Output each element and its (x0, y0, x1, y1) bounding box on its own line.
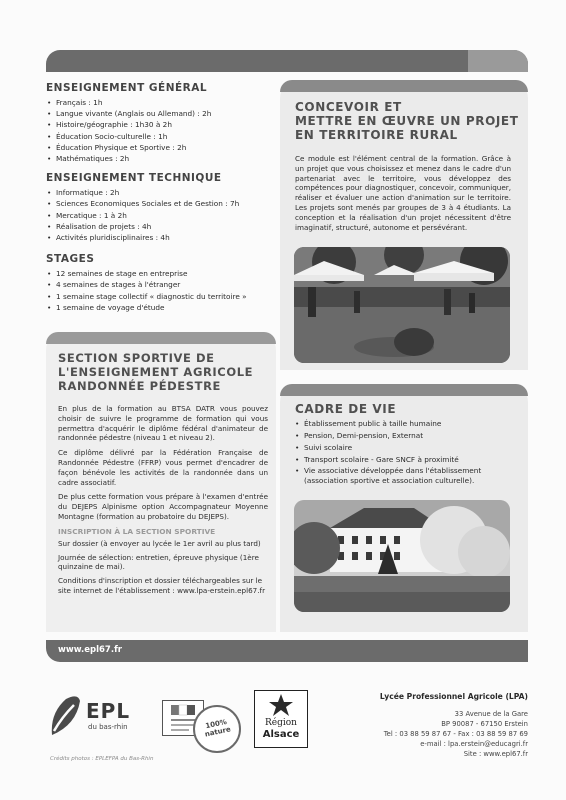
address-line: BP 90087 - 67150 Erstein (441, 720, 528, 728)
inscription-title: INSCRIPTION À LA SECTION SPORTIVE (58, 526, 216, 536)
curriculum-column (46, 82, 284, 313)
paragraph: Conditions d'inscription et dossier téléchargeables sur le site internet de l'établissement : www.lpa-erstein.epl67.fr (58, 576, 266, 595)
title-line: SECTION SPORTIVE DE (58, 351, 215, 365)
paragraph: Journée de sélection: entretien, épreuve physique (1ère quinzaine de mai). (58, 552, 259, 572)
list-item: • Vie associative développée dans l'établissement (association sportive et association culturelle). (294, 466, 512, 486)
sportive-panel-tab (46, 332, 276, 344)
list-item: • Réalisation de projets : 4h (46, 221, 284, 232)
list-item: • Langue vivante (Anglais ou Allemand) : 2h (46, 108, 284, 119)
list-item: • Éducation Physique et Sportive : 2h (46, 142, 284, 153)
technique-title: ENSEIGNEMENT TECHNIQUE (46, 172, 222, 185)
technique-list (46, 187, 284, 243)
title-line: METTRE EN ŒUVRE UN PROJET (295, 114, 519, 128)
cadre-list (294, 418, 512, 486)
alsace-text: Alsace (262, 729, 300, 740)
cadre-title: CADRE DE VIE (295, 402, 397, 416)
title-line: RANDONNÉE PÉDESTRE (58, 379, 221, 393)
general-list (46, 97, 284, 164)
email-link[interactable]: e-mail : lpa.erstein@educagri.fr (420, 740, 528, 748)
stages-title: STAGES (46, 253, 95, 266)
paragraph: Sur dossier (à envoyer au lycée le 1er avril au plus tard) (58, 538, 261, 548)
list-item: • Mathématiques : 2h (46, 153, 284, 164)
list-item: • Établissement public à taille humaine (294, 418, 512, 430)
paragraph: Ce diplôme délivré par la Fédération Française de Randonnée Pédestre (FFRP) vous permet d'encadrer de façon bénévole les activités de la randonnée dans un cadre associatif. (58, 448, 268, 487)
list-item: • 4 semaines de stages à l'étranger (46, 279, 284, 290)
event-photo (294, 247, 510, 363)
list-item: • Sciences Economiques Sociales et de Gestion : 7h (46, 198, 284, 209)
list-item: • Suivi scolaire (294, 442, 512, 454)
paragraph: En plus de la formation au BTSA DATR vous pouvez choisir de suivre le programme de formation qui vous permettra d'acquérir le diplôme fédéral d'animateur de randonnée pédestre (niveau 1 et niveau 2). (58, 404, 268, 443)
list-item: • Pension, Demi-pension, Externat (294, 430, 512, 442)
sportive-title (58, 351, 270, 393)
site-link[interactable]: Site : www.epl67.fr (463, 750, 528, 758)
sportive-body (58, 404, 268, 596)
list-item: • Informatique : 2h (46, 187, 284, 198)
school-address (340, 692, 528, 759)
nature-badge (193, 705, 241, 753)
list-item: • 1 semaine de voyage d'étude (46, 302, 284, 313)
cadre-panel-tab (280, 384, 528, 396)
list-item: • 1 semaine stage collectif « diagnostic du territoire » (46, 291, 284, 302)
general-title: ENSEIGNEMENT GÉNÉRAL (46, 82, 208, 94)
list-item: • Activités pluridisciplinaires : 4h (46, 232, 284, 243)
building-photo (294, 500, 510, 612)
stages-list (46, 268, 284, 313)
list-item: • Mercatique : 1 à 2h (46, 210, 284, 221)
region-text: Région (265, 718, 297, 728)
concevoir-text: Ce module est l'élément central de la formation. Grâce à un projet que vous choisissez et menez dans le cadre d'un partenariat avec le territoire, vous développez des compétences pour diagnostiquer, concevoir, communiquer, réaliser et évaluer une action d'animation sur le territoire. Les projets sont menés par groupes de 3 à 4 étudiants. La conception et la réalisation d'un projet nécessitent d'être imaginatif, structuré, autonome et persévérant. (295, 154, 511, 232)
title-line: L'ENSEIGNEMENT AGRICOLE (58, 365, 254, 379)
phone-line: Tel : 03 88 59 87 67 - Fax : 03 88 59 87 69 (383, 730, 528, 738)
address-line: 33 Avenue de la Gare (454, 710, 528, 718)
epl-subtitle: du bas-rhin (88, 723, 128, 731)
photo-credits: Crédits photos : EPLEFPA du Bas-Rhin (50, 756, 154, 762)
website-link[interactable]: www.epl67.fr (58, 645, 122, 655)
school-name: Lycée Professionnel Agricole (LPA) (379, 692, 528, 701)
title-line: EN TERRITOIRE RURAL (295, 128, 458, 142)
region-alsace-logo (254, 690, 308, 748)
list-item: • 12 semaines de stage en entreprise (46, 268, 284, 279)
header-bar (46, 50, 528, 72)
concevoir-title (295, 100, 520, 142)
epl-leaf-icon (48, 695, 82, 737)
paragraph: De plus cette formation vous prépare à l'examen d'entrée du DEJEPS Alpinisme option Accompagnateur Moyenne Montagne (formation au probatoire du DEJEPS). (58, 492, 268, 521)
list-item: • Français : 1h (46, 97, 284, 108)
nature-badge-text: 100% nature (204, 717, 232, 739)
list-item: • Histoire/géographie : 1h30 à 2h (46, 119, 284, 130)
star-icon (267, 693, 295, 717)
list-item: • Transport scolaire - Gare SNCF à proximité (294, 454, 512, 466)
epl-text: EPL (86, 699, 131, 723)
concevoir-panel-tab (280, 80, 528, 92)
list-item: • Éducation Socio-culturelle : 1h (46, 131, 284, 142)
title-line: CONCEVOIR ET (295, 100, 402, 114)
epl-logo (48, 693, 148, 741)
